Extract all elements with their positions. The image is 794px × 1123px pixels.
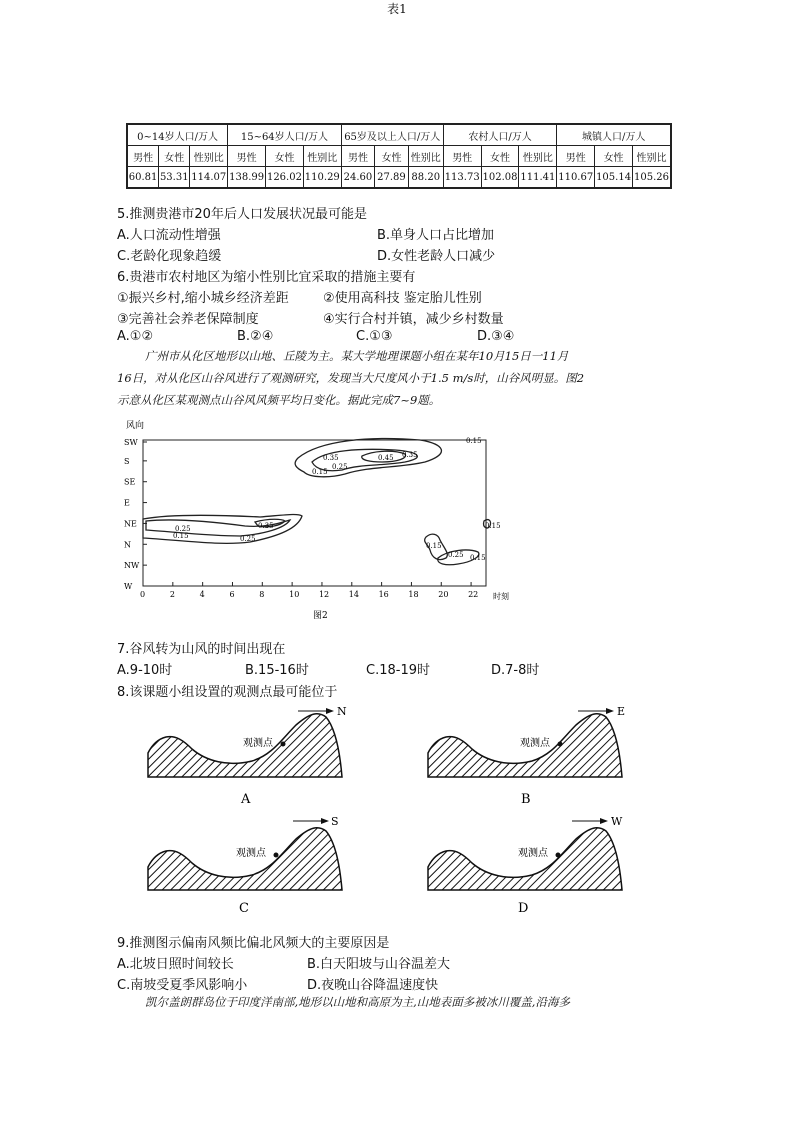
observation-point-marker	[556, 853, 561, 858]
col-male: 男性	[443, 146, 481, 167]
x-tick-label: 4	[199, 590, 205, 599]
contour-label: 0.25	[448, 551, 464, 559]
arrow-head-icon	[606, 708, 614, 714]
question-9-stem: 9.推测图示偏南风频比偏北风频大的主要原因是	[117, 936, 390, 951]
q7-option-b[interactable]: B.15-16时	[245, 663, 309, 678]
contour-label: 0.15	[470, 554, 486, 562]
table-cell: 114.07	[190, 167, 228, 189]
x-tick-label: 14	[348, 590, 359, 599]
q6-item-4: ④实行合村并镇，减少乡村数量	[323, 312, 504, 327]
table-cell: 105.14	[595, 167, 633, 189]
x-ticks	[140, 582, 478, 599]
table-group-header: 城镇人口/万人	[557, 124, 671, 146]
table-header-row	[127, 124, 671, 146]
observation-point-label: 观测点	[518, 848, 548, 859]
observation-point-label: 观测点	[236, 848, 266, 859]
x-tick-label: 12	[318, 590, 330, 599]
question-5-options-row1	[117, 224, 677, 244]
col-male: 男性	[557, 146, 595, 167]
plot-frame	[143, 440, 486, 586]
table-group-header: 农村人口/万人	[443, 124, 557, 146]
x-axis-label: 时刻	[493, 592, 509, 601]
q6-option-b[interactable]: B.②④	[237, 329, 274, 344]
q6-option-a[interactable]: A.①②	[117, 329, 154, 344]
table-group-header: 0~14岁人口/万人	[127, 124, 228, 146]
contour-label: 0.35	[323, 454, 339, 462]
observation-point-marker	[558, 742, 563, 747]
contour-label: 0.25	[175, 525, 191, 533]
col-sex-ratio: 性别比	[408, 146, 443, 167]
direction-label: W	[611, 815, 623, 828]
direction-label: E	[617, 705, 626, 718]
x-tick-label: 16	[378, 590, 389, 599]
y-tick-label: E	[124, 498, 130, 508]
contour-label: 0.25	[240, 535, 256, 543]
col-sex-ratio: 性别比	[303, 146, 341, 167]
q6-item-3: ③完善社会养老保障制度	[117, 312, 259, 327]
x-tick-label: 10	[289, 590, 300, 599]
contour-label: 0.15	[173, 532, 189, 540]
table-cell: 111.41	[519, 167, 557, 189]
passage-line-3: 示意从化区某观测点山谷风风频平均日变化。据此完成7~9题。	[117, 393, 441, 407]
q5-option-c[interactable]: C.老龄化现象趋缓	[117, 249, 222, 264]
y-ticks	[124, 438, 147, 591]
col-female: 女性	[481, 146, 519, 167]
col-male: 男性	[228, 146, 266, 167]
population-table	[126, 123, 672, 189]
col-sex-ratio: 性别比	[632, 146, 671, 167]
contour-label: 0.15	[485, 522, 501, 530]
table-cell: 53.31	[159, 167, 190, 189]
q6-option-d[interactable]: D.③④	[477, 329, 515, 344]
y-tick-label: N	[124, 540, 131, 550]
y-tick-label: W	[124, 582, 133, 591]
question-5-stem: 5.推测贵港市20年后人口发展状况最可能是	[117, 207, 367, 222]
table-cell: 110.29	[303, 167, 341, 189]
question-9-options-row1	[117, 953, 677, 973]
contour-label: 0.35	[402, 451, 418, 459]
question-6-items-row1	[117, 287, 677, 307]
y-tick-label: NE	[124, 519, 137, 529]
q9-option-d[interactable]: D.夜晚山谷降温速度快	[307, 978, 439, 993]
q5-option-b[interactable]: B.单身人口占比增加	[377, 228, 495, 243]
table-cell: 88.20	[408, 167, 443, 189]
question-8-stem: 8.该课题小组设置的观测点最可能位于	[117, 685, 338, 700]
q6-item-1: ①振兴乡村,缩小城乡经济差距	[117, 291, 289, 306]
y-tick-label: SW	[124, 438, 138, 447]
table-cell: 113.73	[443, 167, 481, 189]
contour-label: 0.45	[378, 454, 394, 462]
passage2-line-1: 凯尔盖朗群岛位于印度洋南部,地形以山地和高原为主,山地表面多被冰川覆盖,沿海多	[145, 995, 570, 1009]
table-group-header: 15~64岁人口/万人	[228, 124, 342, 146]
col-sex-ratio: 性别比	[190, 146, 228, 167]
direction-label: N	[337, 705, 347, 718]
direction-label: S	[331, 815, 339, 828]
table-row	[127, 167, 671, 189]
col-female: 女性	[266, 146, 304, 167]
q7-option-a[interactable]: A.9-10时	[117, 663, 173, 678]
q7-option-c[interactable]: C.18-19时	[366, 663, 430, 678]
contour-label: 0.15	[426, 542, 442, 550]
question-7-options	[117, 659, 677, 679]
terrain-diagrams	[0, 695, 794, 925]
diagram-label: B	[521, 792, 531, 807]
passage-line-2: 16日，对从化区山谷风进行了观测研究，发现当大尺度风小于1.5 m/s时，山谷风明显。图2	[117, 371, 585, 385]
question-6-stem: 6.贵港市农村地区为缩小性别比宜采取的措施主要有	[117, 270, 416, 285]
contour-label: 0.25	[332, 463, 348, 471]
question-5-options-row2	[117, 245, 677, 265]
diagram-label: C	[239, 901, 249, 916]
x-tick-label: 18	[408, 590, 419, 599]
col-sex-ratio: 性别比	[519, 146, 557, 167]
col-female: 女性	[375, 146, 409, 167]
diagram-c[interactable]	[148, 815, 342, 916]
diagram-label: A	[241, 792, 251, 807]
q9-option-b[interactable]: B.白天阳坡与山谷温差大	[307, 957, 451, 972]
diagram-a[interactable]	[148, 705, 347, 807]
observation-point-marker	[281, 742, 286, 747]
x-tick-label: 0	[140, 590, 146, 599]
wind-frequency-chart	[120, 418, 510, 628]
figure-caption: 图2	[313, 611, 328, 621]
x-tick-label: 6	[229, 590, 235, 599]
table-cell: 126.02	[266, 167, 304, 189]
table-cell: 110.67	[557, 167, 595, 189]
y-tick-label: NW	[124, 561, 140, 571]
x-tick-label: 2	[169, 590, 175, 599]
table-cell: 24.60	[341, 167, 375, 189]
arrow-head-icon	[600, 818, 608, 824]
observation-point-label: 观测点	[520, 738, 550, 749]
table-caption: 表1	[387, 2, 407, 16]
question-7-stem: 7.谷风转为山风的时间出现在	[117, 642, 286, 657]
col-male: 男性	[341, 146, 375, 167]
observation-point-label: 观测点	[243, 738, 273, 749]
col-female: 女性	[595, 146, 633, 167]
diagram-b[interactable]	[428, 705, 625, 807]
observation-point-marker	[274, 853, 279, 858]
table-group-header: 65岁及以上人口/万人	[341, 124, 443, 146]
question-6-items-row2	[117, 308, 677, 328]
contour-label: 0.15	[466, 437, 482, 445]
diagram-d[interactable]	[428, 815, 623, 916]
y-tick-label: SE	[124, 477, 136, 487]
arrow-head-icon	[326, 708, 334, 714]
q5-option-a[interactable]: A.人口流动性增强	[117, 228, 221, 243]
y-axis-label: 风向	[126, 421, 145, 431]
q7-option-d[interactable]: D.7-8时	[491, 663, 540, 678]
q9-option-c[interactable]: C.南坡受夏季风影响小	[117, 978, 248, 993]
chart-axes	[143, 440, 486, 586]
q6-option-c[interactable]: C.①③	[356, 329, 393, 344]
table-cell: 60.81	[127, 167, 159, 189]
table-cell: 138.99	[228, 167, 266, 189]
passage-line-1: 广州市从化区地形以山地、丘陵为主。某大学地理课题小组在某年10月15日一11月	[145, 349, 569, 363]
table-cell: 27.89	[375, 167, 409, 189]
table-subheader-row	[127, 146, 671, 167]
table-cell: 105.26	[632, 167, 671, 189]
table-cell: 102.08	[481, 167, 519, 189]
contour-label: 0.15	[312, 468, 328, 476]
q9-option-a[interactable]: A.北坡日照时间较长	[117, 957, 234, 972]
q5-option-d[interactable]: D.女性老龄人口减少	[377, 249, 496, 264]
q6-item-2: ②使用高科技 鉴定胎儿性别	[323, 291, 482, 306]
col-female: 女性	[159, 146, 190, 167]
col-male: 男性	[127, 146, 159, 167]
x-tick-label: 22	[468, 590, 479, 599]
y-tick-label: S	[124, 456, 130, 466]
contour-label: 0.35	[258, 522, 274, 530]
arrow-head-icon	[321, 818, 329, 824]
x-tick-label: 20	[438, 590, 449, 599]
x-tick-label: 8	[259, 590, 265, 599]
diagram-label: D	[518, 901, 529, 916]
